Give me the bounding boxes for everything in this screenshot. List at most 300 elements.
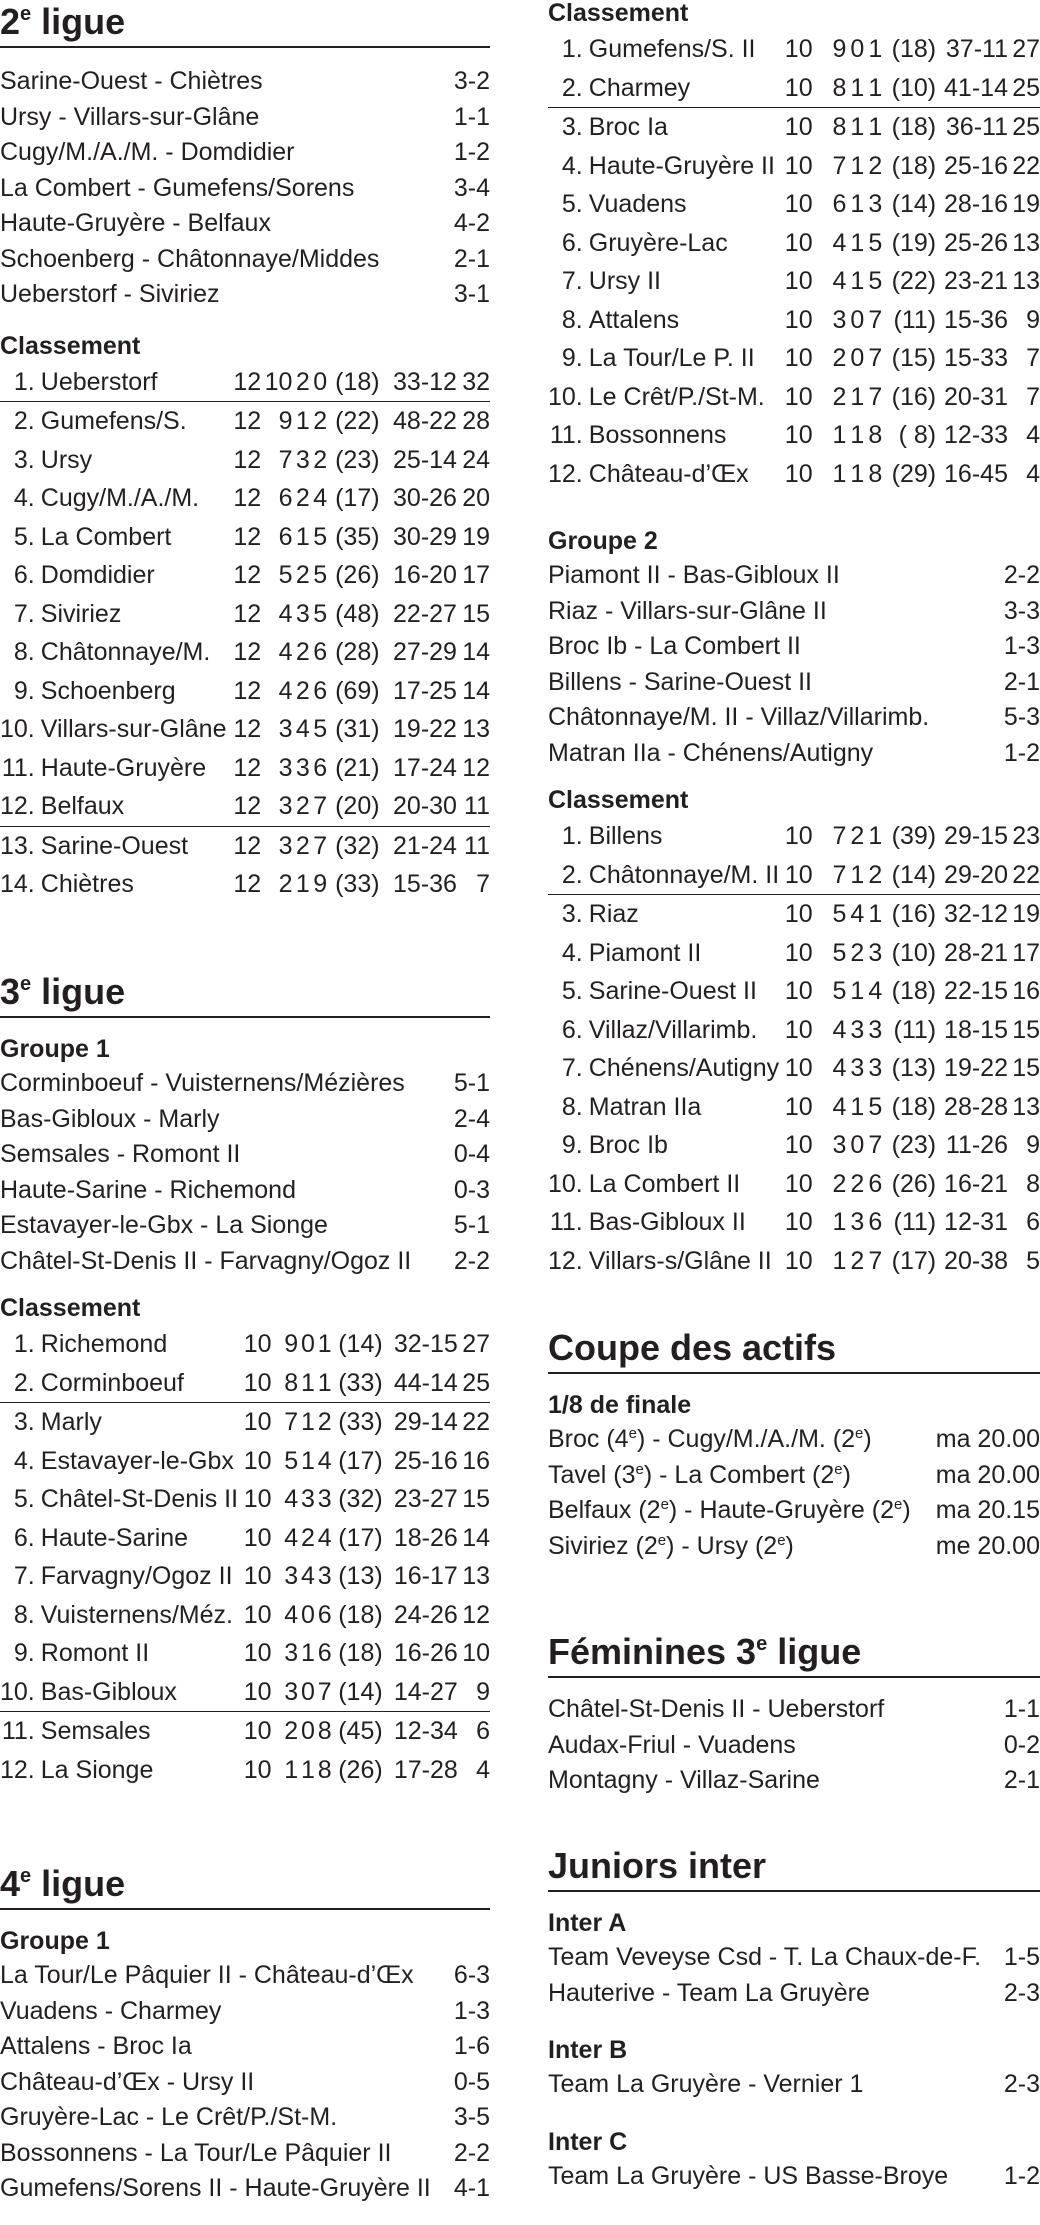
team-cell: Châtonnaye/M. II <box>589 856 785 895</box>
points-cell: 13 <box>1012 1092 1040 1121</box>
goals-cell: 25-26 <box>944 228 1008 257</box>
won-cell: 3 <box>832 1131 847 1160</box>
match-score: 2-1 <box>1003 1766 1040 1794</box>
rank-cell: 6. <box>561 1015 583 1044</box>
section-groupe1-classement <box>548 0 1040 493</box>
league-title: 3e ligue <box>0 970 490 1018</box>
rank-cell: 4. <box>13 484 35 513</box>
table-row <box>0 1403 490 1442</box>
match-name: Estavayer-le-Gbx - La Sionge <box>0 1211 328 1239</box>
team-cell: Broc Ia <box>588 113 668 142</box>
penalty-cell: (13) <box>338 1562 383 1591</box>
played-cell: 10 <box>784 190 813 219</box>
team-cell: Farvagny/Ogoz II <box>40 1562 233 1591</box>
goals-cell: 16-20 <box>393 561 457 590</box>
result-row <box>548 558 1040 594</box>
lost-cell: 2 <box>317 1408 332 1437</box>
points-cell: 28 <box>462 407 490 436</box>
goals-cell: 23-21 <box>944 267 1008 296</box>
classement-title: Classement <box>0 1294 141 1322</box>
match-name: Châtel-St-Denis II - Farvagny/Ogoz II <box>0 1246 412 1275</box>
penalty-cell: (10) <box>882 69 936 108</box>
match-score: 2-1 <box>453 244 490 273</box>
penalty-cell: (26) <box>891 1169 937 1198</box>
played-cell: 12 <box>233 599 262 628</box>
match-score: 0-4 <box>453 1140 490 1168</box>
result-row <box>548 1976 1040 2012</box>
goals-cell: 15-36 <box>393 870 457 899</box>
lost-cell: 5 <box>313 522 328 551</box>
played-cell: 12 <box>233 753 262 782</box>
fixture-time: ma 20.15 <box>935 1496 1040 1524</box>
goals-cell: 15-36 <box>944 305 1008 334</box>
penalty-cell: (39) <box>891 822 937 851</box>
played-cell: 10 <box>784 1208 813 1237</box>
rank-suffix: e <box>834 1460 843 1478</box>
penalty-cell: (17) <box>891 1246 937 1275</box>
match-name: Corminboeuf - Vuisternens/Mézières <box>0 1069 405 1097</box>
played-cell: 12 <box>233 715 262 744</box>
match-name: Gruyère-Lac - Le Crêt/P./St-M. <box>0 2103 338 2131</box>
goals-cell: 44-14 <box>383 1364 458 1403</box>
table-row <box>548 224 1040 263</box>
rank-cell: 8. <box>13 638 35 667</box>
team-cell: Sarine-Ouest II <box>588 977 757 1006</box>
match-name: Broc Ib - La Combert II <box>548 632 801 660</box>
penalty-cell: (26) <box>338 1755 383 1784</box>
rank-cell: 5. <box>561 190 583 219</box>
penalty-cell: ( 8) <box>898 421 937 450</box>
round-title: 1/8 de finale <box>548 1391 692 1419</box>
won-cell: 4 <box>278 599 293 628</box>
match-name: Gumefens/Sorens II - Haute-Gruyère II <box>0 2174 431 2202</box>
won-cell: 3 <box>832 305 847 334</box>
lost-cell: 7 <box>310 787 327 826</box>
team-cell: Vuadens <box>588 190 687 219</box>
team-cell: Châtel-St-Denis II <box>40 1485 239 1514</box>
section-coupe <box>548 1326 1040 1564</box>
classement-title: Classement <box>548 786 689 814</box>
points-cell: 6 <box>476 1717 490 1746</box>
rank-cell: 3. <box>561 113 583 142</box>
rank-cell: 12. <box>548 1246 583 1275</box>
table-row <box>0 441 490 480</box>
points-cell: 15 <box>462 1485 490 1514</box>
result-row <box>548 1728 1040 1764</box>
match-name: Hauterive - Team La Gruyère <box>548 1978 870 2007</box>
won-cell: 4 <box>278 638 293 667</box>
table-row <box>0 749 490 788</box>
drawn-cell: 2 <box>850 822 865 851</box>
won-cell: 4 <box>832 267 847 296</box>
team-cell: Bas-Gibloux <box>41 1673 238 1712</box>
match-name: Piamont II - Bas-Gibloux II <box>548 561 840 589</box>
table-row <box>0 710 490 749</box>
penalty-cell: (11) <box>893 1208 937 1237</box>
match-score: 2-2 <box>1003 561 1040 589</box>
table-row <box>548 416 1040 455</box>
won-cell: 3 <box>272 1673 299 1712</box>
rank-cell: 3. <box>13 1408 35 1437</box>
points-cell: 27 <box>1012 35 1040 64</box>
goals-cell: 32-15 <box>393 1330 458 1359</box>
played-cell: 10 <box>243 1639 272 1668</box>
penalty-cell: (16) <box>891 900 937 929</box>
lost-cell: 6 <box>313 753 328 782</box>
table-row <box>548 30 1040 69</box>
rank-cell: 13. <box>0 831 35 860</box>
team-cell: Belfaux <box>41 787 227 826</box>
lost-cell: 1 <box>868 113 883 142</box>
lost-cell: 5 <box>868 267 883 296</box>
lost-cell: 3 <box>317 1485 332 1514</box>
table-row <box>548 378 1040 417</box>
won-cell: 8 <box>813 69 847 108</box>
rank-suffix: e <box>657 1531 667 1549</box>
group-title: Groupe 1 <box>0 1035 110 1063</box>
penalty-cell: (11) <box>893 305 937 334</box>
points-cell: 17 <box>1012 938 1040 967</box>
drawn-cell: 1 <box>850 421 865 450</box>
result-row <box>0 1066 490 1102</box>
goals-cell: 29-14 <box>393 1408 458 1437</box>
penalty-cell: (23) <box>891 1131 937 1160</box>
team-cell: Chiètres <box>40 870 134 899</box>
rank-cell: 4. <box>561 938 583 967</box>
lost-cell: 6 <box>317 1600 332 1629</box>
penalty-cell: (16) <box>891 382 937 411</box>
goals-cell: 12-34 <box>393 1717 458 1746</box>
played-cell: 10 <box>243 1755 272 1784</box>
lost-cell: 4 <box>313 484 328 513</box>
team-cell: Villaz/Villarimb. <box>588 1015 758 1044</box>
lost-cell: 7 <box>868 1246 883 1275</box>
table-row <box>0 1634 490 1673</box>
points-cell: 14 <box>462 638 490 667</box>
rank-cell: 7. <box>13 599 35 628</box>
lost-cell: 2 <box>868 151 883 180</box>
table-row <box>0 518 490 557</box>
penalty-cell: (22) <box>891 267 937 296</box>
rank-cell: 7. <box>561 1054 583 1083</box>
result-row <box>548 1692 1040 1728</box>
points-cell: 25 <box>1012 113 1040 142</box>
goals-cell: 37-11 <box>945 35 1008 64</box>
penalty-cell: (35) <box>335 522 380 551</box>
drawn-cell: 1 <box>846 856 864 895</box>
lost-cell: 6 <box>313 676 328 705</box>
table-row <box>548 817 1040 856</box>
played-cell: 10 <box>784 382 813 411</box>
result-row <box>0 242 490 278</box>
match-score: 0-5 <box>453 2067 490 2096</box>
lost-cell: 1 <box>864 69 882 108</box>
league-title: Coupe des actifs <box>548 1326 1040 1374</box>
drawn-cell: 1 <box>850 459 865 488</box>
played-cell: 10 <box>785 69 813 108</box>
match-name: La Combert - Gumefens/Sorens <box>0 173 355 202</box>
won-cell: 8 <box>272 1364 299 1403</box>
won-cell: 9 <box>284 1330 299 1359</box>
rank-cell: 5. <box>13 1485 35 1514</box>
points-cell: 13 <box>462 1562 490 1591</box>
table-row <box>548 1203 1040 1242</box>
fixture-row <box>548 1458 1040 1494</box>
goals-cell: 30-26 <box>393 484 457 513</box>
drawn-cell: 1 <box>300 1446 315 1475</box>
team-cell: Corminboeuf <box>41 1364 238 1403</box>
rank-suffix: e <box>893 1496 903 1513</box>
match-score: 6-3 <box>453 1961 490 1989</box>
table-row <box>548 147 1040 186</box>
fixture-row <box>548 1422 1040 1458</box>
won-cell: 9 <box>832 35 847 64</box>
rank-cell: 11. <box>1 753 35 782</box>
penalty-cell: (33) <box>338 1408 383 1437</box>
team-cell: Ursy <box>40 445 93 474</box>
result-row <box>548 2067 1040 2103</box>
result-row <box>548 1940 1040 1976</box>
classement-title: Classement <box>548 0 689 27</box>
match-score: 1-3 <box>453 1996 490 2025</box>
result-row <box>0 1137 490 1173</box>
match-name: Bas-Gibloux - Marly <box>0 1104 220 1133</box>
match-score: 0-3 <box>453 1175 490 1204</box>
rank-suffix: e <box>628 1425 637 1442</box>
match-score: 1-5 <box>1003 1943 1040 1971</box>
penalty-cell: (18) <box>891 1092 937 1121</box>
points-cell: 19 <box>462 522 490 551</box>
standings-table <box>548 817 1040 1280</box>
team-cell: Gumefens/S. II <box>588 35 756 64</box>
penalty-cell: (14) <box>338 1330 383 1359</box>
match-score: 5-1 <box>453 1069 490 1097</box>
won-cell: 7 <box>813 856 847 895</box>
team-cell: Sarine-Ouest <box>40 831 189 860</box>
team-cell: La Combert II <box>588 1169 741 1198</box>
points-cell: 24 <box>462 445 490 474</box>
match-score: 1-6 <box>453 2032 490 2060</box>
lost-cell: 6 <box>317 1639 332 1668</box>
results-list <box>0 64 490 313</box>
match-score: 5-1 <box>453 1211 490 1239</box>
drawn-cell: 0 <box>850 344 865 373</box>
match-name: Audax-Friul - Vuadens <box>548 1730 796 1759</box>
lost-cell: 6 <box>868 1208 883 1237</box>
lost-cell: 4 <box>317 1523 332 1552</box>
goals-cell: 33-12 <box>380 363 457 402</box>
rank-cell: 9. <box>13 676 35 705</box>
points-cell: 9 <box>1026 305 1040 334</box>
lost-cell: 4 <box>868 977 883 1006</box>
section-4e-ligue <box>0 1862 490 2207</box>
league-title: 4e ligue <box>0 1862 490 1910</box>
table-row <box>548 1165 1040 1204</box>
played-cell: 10 <box>784 938 813 967</box>
result-row <box>0 277 490 313</box>
penalty-cell: (45) <box>338 1717 383 1746</box>
table-row <box>548 1242 1040 1281</box>
goals-cell: 23-27 <box>393 1485 458 1514</box>
group-title: Inter B <box>548 2036 628 2064</box>
won-cell: 7 <box>832 822 847 851</box>
team-cell: Domdidier <box>40 561 155 590</box>
penalty-cell: (31) <box>335 715 380 744</box>
team-cell: Cugy/M./A./M. <box>40 484 200 513</box>
table-row <box>0 1442 490 1481</box>
match-name: Cugy/M./A./M. - Domdidier <box>0 138 295 166</box>
played-cell: 10 <box>784 977 813 1006</box>
won-cell: 3 <box>278 715 293 744</box>
played-cell: 10 <box>784 1054 813 1083</box>
results-list <box>548 2067 1040 2103</box>
result-row <box>0 1994 490 2030</box>
played-cell: 10 <box>784 1169 813 1198</box>
fixture-teams: Belfaux (2e) - Haute-Gruyère (2e) <box>548 1496 911 1524</box>
goals-cell: 16-26 <box>393 1639 458 1668</box>
rank-cell: 2. <box>548 69 589 108</box>
points-cell: 6 <box>1026 1208 1040 1237</box>
won-cell: 3 <box>284 1639 299 1668</box>
match-name: Haute-Gruyère - Belfaux <box>0 209 271 237</box>
played-cell: 12 <box>233 407 262 436</box>
penalty-cell: (11) <box>893 1015 937 1044</box>
lost-cell: 8 <box>317 1755 332 1784</box>
lost-cell: 1 <box>868 35 883 64</box>
goals-cell: 20-31 <box>944 382 1008 411</box>
played-cell: 10 <box>784 267 813 296</box>
won-cell: 3 <box>278 753 293 782</box>
rank-cell: 1. <box>561 822 583 851</box>
rank-cell: 10. <box>548 382 583 411</box>
results-list <box>548 1692 1040 1799</box>
match-name: Bossonnens - La Tour/Le Pâquier II <box>0 2138 392 2167</box>
goals-cell: 16-21 <box>944 1169 1008 1198</box>
points-cell: 12 <box>462 1600 490 1629</box>
team-cell: Schoenberg <box>40 676 176 705</box>
played-cell: 10 <box>784 1246 813 1275</box>
goals-cell: 22-15 <box>944 977 1008 1006</box>
drawn-cell: 3 <box>850 1054 865 1083</box>
rank-cell: 6. <box>13 1523 35 1552</box>
lost-cell: 7 <box>868 305 883 334</box>
lost-cell: 7 <box>868 344 883 373</box>
result-row <box>548 665 1040 701</box>
played-cell: 10 <box>243 1330 272 1359</box>
result-row <box>0 2065 490 2101</box>
lost-cell: 7 <box>868 382 883 411</box>
penalty-cell: (18) <box>891 151 937 180</box>
drawn-cell: 2 <box>295 484 310 513</box>
drawn-cell: 1 <box>850 190 865 219</box>
played-cell: 10 <box>784 1092 813 1121</box>
fixture-time: ma 20.00 <box>935 1425 1040 1453</box>
drawn-cell: 1 <box>300 1639 315 1668</box>
played-cell: 10 <box>243 1408 272 1437</box>
drawn-cell: 1 <box>850 382 865 411</box>
team-cell: Villars-s/Glâne II <box>588 1246 772 1275</box>
match-score: 1-1 <box>453 102 490 131</box>
goals-cell: 19-22 <box>944 1054 1008 1083</box>
table-row <box>0 1673 490 1712</box>
won-cell: 2 <box>284 1717 299 1746</box>
points-cell: 7 <box>1026 344 1040 373</box>
match-name: Semsales - Romont II <box>0 1140 241 1168</box>
played-cell: 10 <box>238 1364 272 1403</box>
penalty-cell: (33) <box>335 870 380 899</box>
fixture-teams: Tavel (3e) - La Combert (2e) <box>548 1460 851 1489</box>
drawn-cell: 1 <box>850 228 865 257</box>
team-cell: Ursy II <box>588 267 661 296</box>
team-cell: Gumefens/S. <box>40 407 187 436</box>
table-row <box>0 826 490 865</box>
rank-suffix: e <box>660 1496 669 1513</box>
played-cell: 10 <box>243 1717 272 1746</box>
lost-cell: 8 <box>317 1717 332 1746</box>
won-cell: 1 <box>284 1755 299 1784</box>
team-cell: Semsales <box>40 1717 151 1746</box>
goals-cell: 29-15 <box>944 822 1008 851</box>
won-cell: 2 <box>832 1169 847 1198</box>
result-row <box>548 629 1040 665</box>
rank-cell: 8. <box>561 1092 583 1121</box>
match-score: 1-2 <box>453 138 490 166</box>
rank-cell: 11. <box>549 1208 583 1237</box>
won-cell: 3 <box>278 831 293 860</box>
team-cell: Haute-Gruyère <box>40 753 207 782</box>
penalty-cell: (23) <box>335 445 380 474</box>
points-cell: 27 <box>462 1330 490 1359</box>
team-cell: Château-d’Œx <box>588 459 749 488</box>
team-cell: Le Crêt/P./St-M. <box>588 382 765 411</box>
table-row <box>0 787 490 826</box>
played-cell: 12 <box>233 522 262 551</box>
rank-cell: 2. <box>548 856 589 895</box>
table-row <box>0 1480 490 1519</box>
section-3e-ligue <box>0 970 490 1789</box>
team-cell: La Tour/Le P. II <box>588 344 755 373</box>
result-row <box>0 135 490 171</box>
team-cell: Gruyère-Lac <box>588 228 728 257</box>
goals-cell: 28-16 <box>944 190 1008 219</box>
table-row <box>548 185 1040 224</box>
won-cell: 6 <box>278 522 293 551</box>
team-cell: Romont II <box>40 1639 150 1668</box>
penalty-cell: (28) <box>335 638 380 667</box>
table-row <box>0 865 490 904</box>
points-cell: 25 <box>458 1364 490 1403</box>
results-list <box>548 558 1040 771</box>
won-cell: 5 <box>832 977 847 1006</box>
won-cell: 5 <box>278 561 293 590</box>
rank-cell: 14. <box>0 870 35 899</box>
played-cell: 12 <box>233 561 262 590</box>
won-cell: 5 <box>832 938 847 967</box>
lost-cell: 1 <box>868 900 883 929</box>
match-score: 3-4 <box>453 173 490 202</box>
result-row <box>0 1244 490 1280</box>
group-title: Groupe 1 <box>0 1927 110 1955</box>
lost-cell: 3 <box>868 1015 883 1044</box>
result-row <box>548 700 1040 736</box>
drawn-cell: 2 <box>850 1169 865 1198</box>
table-row <box>0 633 490 672</box>
lost-cell: 3 <box>317 1562 332 1591</box>
team-cell: Ueberstorf <box>41 363 227 402</box>
won-cell: 1 <box>832 1246 847 1275</box>
drawn-cell: 1 <box>300 1755 315 1784</box>
rank-cell: 11. <box>549 421 583 450</box>
